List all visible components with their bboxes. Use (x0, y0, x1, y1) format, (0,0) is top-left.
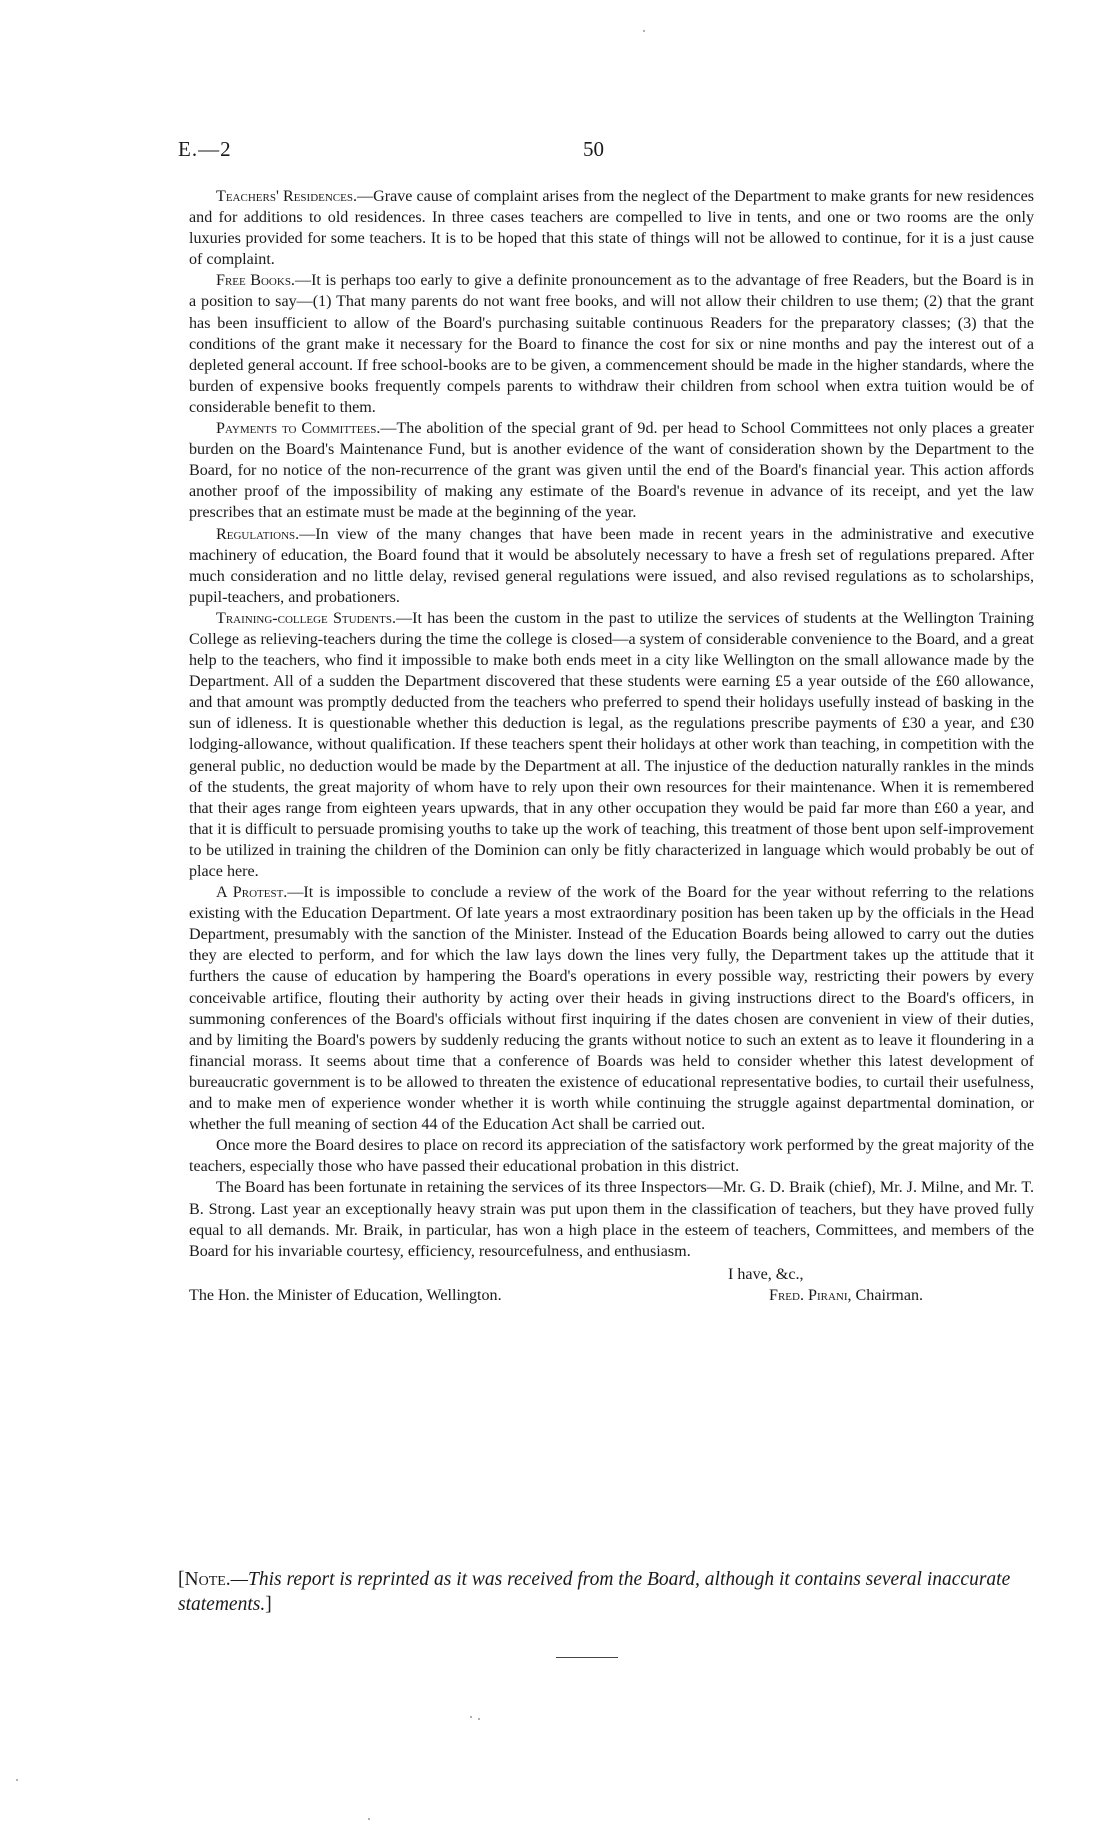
paragraph-teachers-residences (189, 186, 1034, 270)
scan-speck (470, 1716, 472, 1718)
paragraph-heading: A Protest. (216, 884, 288, 902)
note-text: —This report is reprinted as it was received from the Board, although it contains several inaccurate statements. (178, 1569, 1011, 1615)
paragraph-text: —In view of the many changes that have been made in recent years in the administrative and executive machinery of education, the Board found that it would be absolutely necessary to have a fresh set of regulations prepared. After much consideration and no little delay, revised general regulations were issued, and also revised regulations as to scholarships, pupil-teachers, and probationers. (189, 525, 1034, 606)
paragraph-payments-to-committees (189, 418, 1034, 523)
paragraph-heading: Teachers' Residences. (216, 188, 357, 205)
signature-title: , Chairman. (847, 1286, 924, 1304)
signature-closing: I have, &c., (728, 1265, 804, 1283)
note-close-bracket: ] (265, 1594, 272, 1615)
paragraph-free-books (189, 270, 1034, 418)
paragraph-appreciation (189, 1135, 1034, 1177)
signature-addressee: The Hon. the Minister of Education, Wellington. (189, 1286, 502, 1304)
paragraph-text: The Board has been fortunate in retaining the services of its three Inspectors—Mr. G. D. Braik (chief), Mr. J. Milne, and Mr. T. B. Strong. Last year an exceptionally heavy strain was put upon them in the classification of teachers, but they have proved fully equal to all demands. Mr. Braik, in particular, has won a high place in the esteem of teachers, Committees, and members of the Board for his invariable courtesy, efficiency, resourcefulness, and enthusiasm. (189, 1179, 1034, 1260)
paragraph-text: —It has been the custom in the past to utilize the services of students at the Wellington Training College as relieving-teachers during the time the college is closed—a system of considerable convenience to the Board, and a great help to the teachers, who find it impossible to make both ends meet in a city like Wellington on the small allowance made by the Department. All of a sudden the Department discovered that these students were earning £5 a year outside of the £60 allowance, and that amount was promptly deducted from the teachers who preferred to spend their holidays usefully instead of basking in the sun of idleness. It is questionable whether this deduction is legal, as the regulations prescribe payments of £30 a year, and £30 lodging-allowance, without qualification. If these teachers spent their holidays at other work than teaching, in competition with the general public, no deduction would be made by the Department at all. The injustice of the deduction naturally rankles in the minds of the students, the great majority of whom have to rely upon their own resources for their maintenance. When it is remembered that their ages range from eighteen years upwards, that in any other occupation they would be paid far more than £60 a year, and that it is difficult to persuade promising youths to take up the work of teaching, this treatment of those bent upon self-improvement to be utilized in training the children of the Dominion can only be fitly characterized in language which would probably be out of place here. (189, 609, 1034, 880)
document-code: E.—2 (178, 137, 232, 161)
paragraph-inspectors (189, 1177, 1034, 1261)
editorial-note (178, 1567, 1038, 1617)
report-body (189, 186, 1034, 1310)
paragraph-regulations (189, 524, 1034, 608)
scan-speck (368, 1818, 370, 1820)
paragraph-heading: Free Books. (216, 272, 295, 290)
scan-speck (478, 1718, 480, 1720)
paragraph-heading: Regulations. (216, 525, 300, 543)
paragraph-text: —It is perhaps too early to give a definite pronouncement as to the advantage of free Readers, but the Board is in a position to say—(1) That many parents do not want free books, and will not allow their children to use them; (2) that the grant has been insufficient to allow of the Board's purchasing suitable continuous Readers for the preparatory classes; (3) that the conditions of the grant make it necessary for the Board to finance the cost for six or nine months and pay the interest out of a depleted general account. If free school-books are to be given, a commencement should be made in the higher standards, where the burden of expensive books frequently compels parents to withdraw their children from school when extra tuition would be of considerable benefit to them. (189, 272, 1034, 416)
paragraph-a-protest (189, 882, 1034, 1135)
paragraph-training-college-students (189, 608, 1034, 882)
note-open-bracket: [ (178, 1569, 185, 1590)
signature-name-line (769, 1285, 923, 1306)
paragraph-text: —Grave cause of complaint arises from the neglect of the Department to make grants for new residences and for additions to old residences. In three cases teachers are compelled to live in tents, and one or two rooms are the only luxuries provided for some teachers. It is to be hoped that this state of things will not be allowed to continue, for it is a just cause of complaint. (189, 188, 1034, 269)
paragraph-text: —The abolition of the special grant of 9d. per head to School Committees not only places a greater burden on the Board's Maintenance Fund, but is another evidence of the want of consideration shown by the Department to the Board, for no notice of the non-recurrence of the grant was given until the end of the Board's financial year. This action affords another proof of the impossibility of making any estimate of the Board's revenue in advance of its receipt, and yet the law prescribes that an estimate must be made at the beginning of the year. (189, 420, 1034, 522)
paragraph-text: —It is impossible to conclude a review of the work of the Board for the year without referring to the relations existing with the Education Department. Of late years a most extraordinary position has been taken up by the officials in the Head Department, presumably with the sanction of the Minister. Instead of the Education Boards being allowed to carry out the duties they are elected to perform, and for which the law lays down the lines very fully, the Department takes up the attitude that it furthers the cause of education by hampering the Board's operations in every possible way, restricting their powers by every conceivable artifice, flouting their authority by acting over their heads in giving instructions direct to the Board's officers, in summoning conferences of the Board's officials without first inquiring if the dates chosen are convenient in view of their duties, and by limiting the Board's powers by suddenly reducing the grants without notice to such an extent as to leave it floundering in a financial morass. It seems about time that a conference of Boards was held to consider whether this latest development of bureaucratic government is to be allowed to threaten the existence of educational representative bodies, to curtail their usefulness, and to make men of experience wonder whether it is worth while continuing the struggle against departmental domination, or whether the full meaning of section 44 of the Education Act shall be carried out. (189, 884, 1034, 1134)
end-rule (556, 1657, 618, 1658)
scan-speck (16, 1779, 18, 1781)
signature-name: Fred. Pirani (769, 1286, 848, 1304)
scan-speck (643, 30, 645, 32)
paragraph-text: Once more the Board desires to place on record its appreciation of the satisfactory work performed by the great majority of the teachers, especially those who have passed their educational probation in this district. (189, 1137, 1034, 1176)
page-number: 50 (583, 137, 604, 161)
paragraph-heading: Payments to Committees. (216, 420, 381, 438)
note-label: Note. (184, 1569, 231, 1590)
signature-block (189, 1264, 1034, 1310)
paragraph-heading: Training-college Students. (216, 609, 397, 627)
